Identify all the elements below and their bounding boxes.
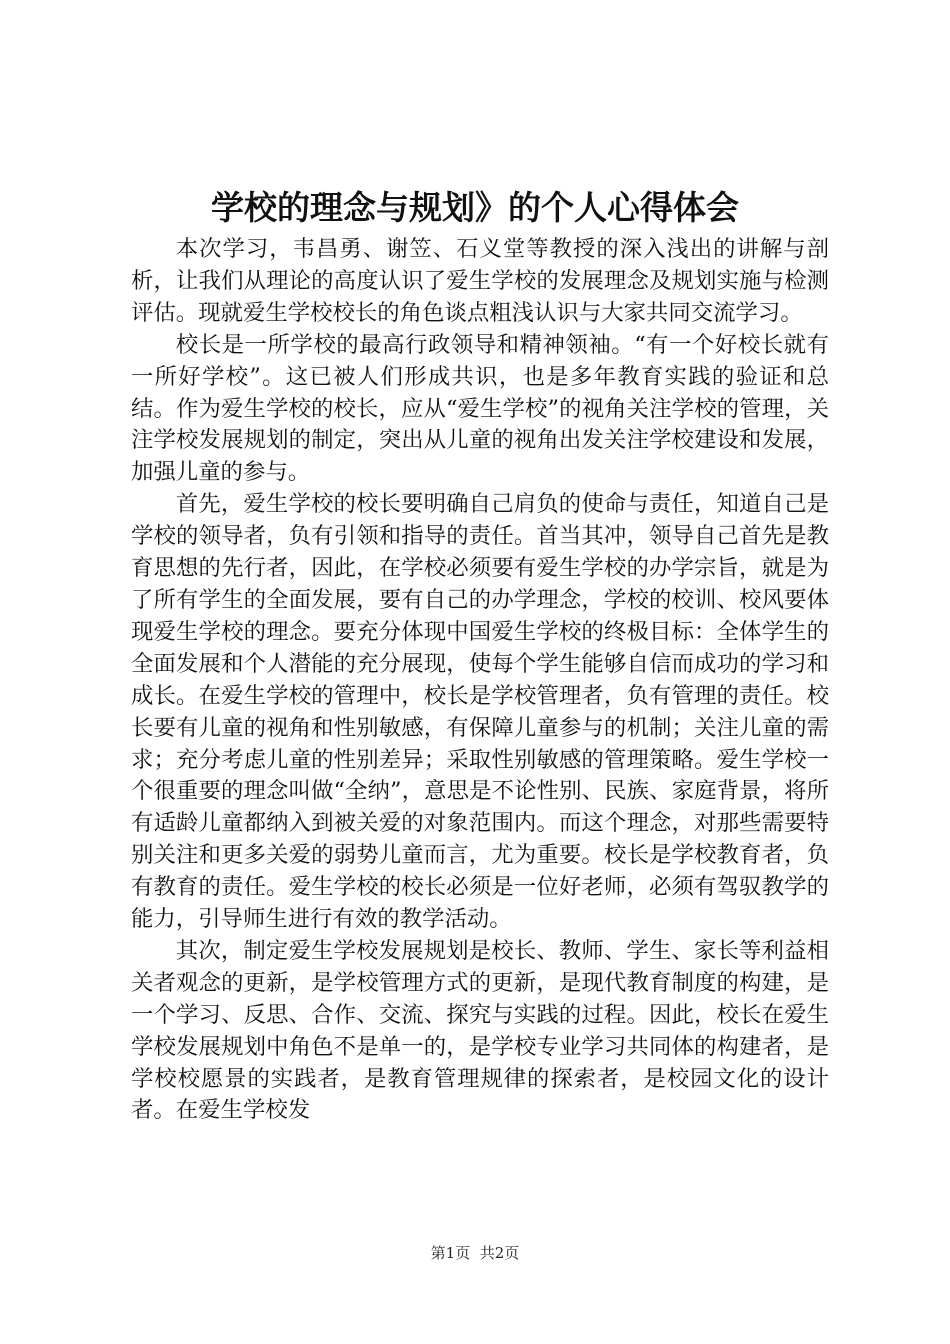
page-footer: [0, 1243, 950, 1263]
document-body: [131, 234, 829, 1127]
footer-spacer: [470, 1244, 480, 1262]
paragraph-1: 本次学习，韦昌勇、谢笠、石义堂等教授的深入浅出的讲解与剖析，让我们从理论的高度认识了爱生学校的发展理念及规划实施与检测评估。现就爱生学校校长的角色谈点粗浅认识与大家共同交流学习。: [131, 236, 829, 326]
paragraph-2: 校长是一所学校的最高行政领导和精神领袖。“有一个好校长就有一所好学校”。这已被人们形成共识，也是多年教育实践的验证和总结。作为爱生学校的校长，应从“爱生学校”的视角关注学校的管理，关注学校发展规划的制定，突出从儿童的视角出发关注学校建设和发展，加强儿童的参与。: [131, 331, 829, 486]
page-total: 共2页: [479, 1244, 520, 1262]
page-number: 第1页: [430, 1244, 471, 1262]
document-title: 学校的理念与规划》的个人心得体会: [211, 188, 739, 227]
paragraph-4: 其次，制定爱生学校发展规划是校长、教师、学生、家长等利益相关者观念的更新，是学校管理方式的更新，是现代教育制度的构建，是一个学习、反思、合作、交流、探究与实践的过程。因此，校长在爱生学校发展规划中角色不是单一的，是学校专业学习共同体的构建者，是学校校愿景的实践者，是教育管理规律的探索者，是校园文化的设计者。在爱生学校发: [131, 937, 829, 1124]
paragraph-3: 首先，爱生学校的校长要明确自己肩负的使命与责任，知道自己是学校的领导者，负有引领和指导的责任。首当其冲，领导自己首先是教育思想的先行者，因此，在学校必须要有爱生学校的办学宗旨，就是为了所有学生的全面发展，要有自己的办学理念，学校的校训、校风要体现爱生学校的理念。要充分体现中国爱生学校的终极目标：全体学生的全面发展和个人潜能的充分展现，使每个学生能够自信而成功的学习和成长。在爱生学校的管理中，校长是学校管理者，负有管理的责任。校长要有儿童的视角和性别敏感，有保障儿童参与的机制；关注儿童的需求；充分考虑儿童的性别差异；采取性别敏感的管理策略。爱生学校一个很重要的理念叫做“全纳”，意思是不论性别、民族、家庭背景，将所有适龄儿童都纳入到被关爱的对象范围内。而这个理念，对那些需要特别关注和更多关爱的弱势儿童而言，尤为重要。校长是学校教育者，负有教育的责任。爱生学校的校长必须是一位好老师，必须有驾驭教学的能力，引导师生进行有效的教学活动。: [131, 491, 829, 933]
